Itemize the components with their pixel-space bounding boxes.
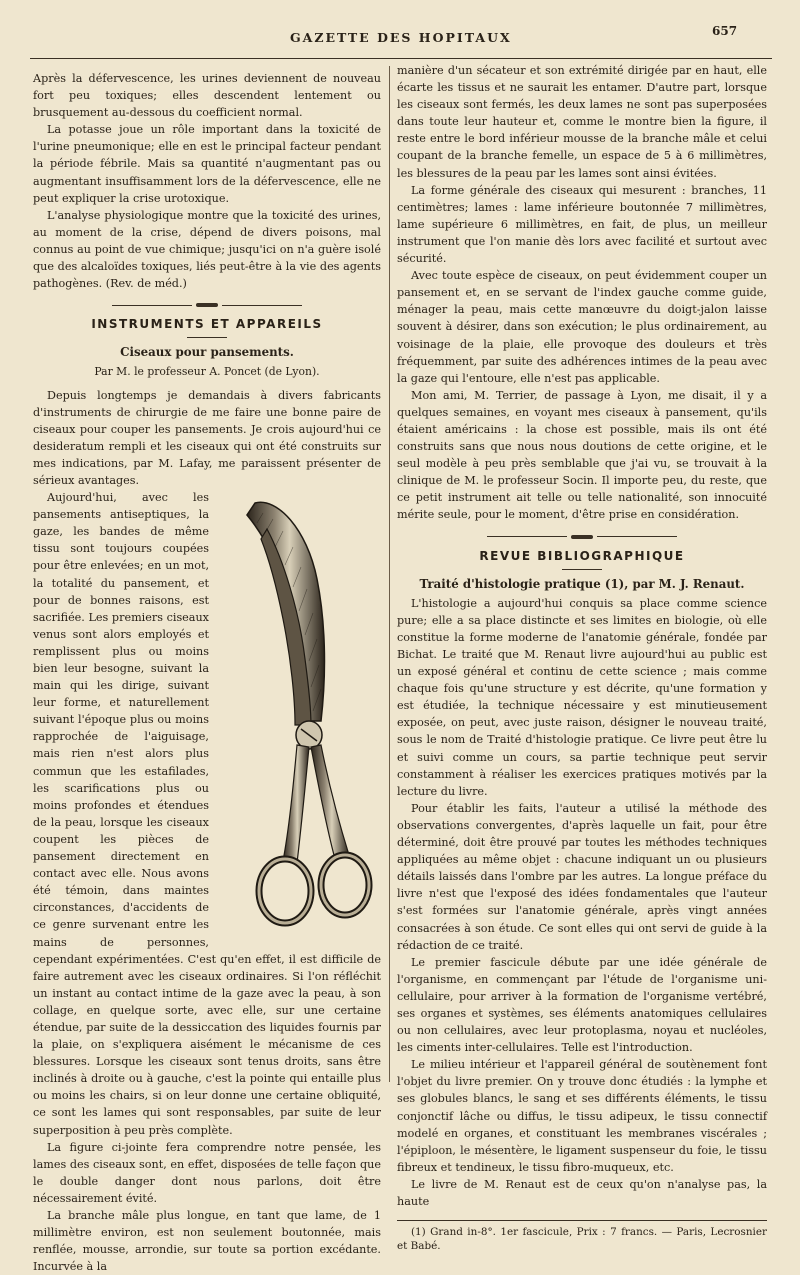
right-column <box>397 62 767 1253</box>
short-rule <box>187 337 227 338</box>
paragraph: La branche mâle plus longue, en tant que lame, de 1 millimètre environ, est non seulement boutonnée, mais renflée, mousse, arrondie, sur toute sa portion excédante. Incurvée à la <box>33 1209 381 1274</box>
column-divider <box>389 66 390 1082</box>
running-head <box>0 24 800 52</box>
section-heading: INSTRUMENTS ET APPAREILS <box>91 317 323 332</box>
article-byline: Par M. le professeur A. Poncet (de Lyon). <box>94 365 320 379</box>
paragraph: Depuis longtemps je demandais à divers fabricants d'instruments de chirurgie de me faire une bonne paire de ciseaux pour couper les pansements. Je crois aujourd'hui ce desideratum rempli et les ciseaux qui ont été construits sur mes indications, par M. Lafay, me paraissent présenter de sérieux avantages. <box>33 388 381 487</box>
footnote: (1) Grand in-8°. 1er fascicule, Prix : 7 francs. — Paris, Lecrosnier et Babé. <box>397 1226 767 1253</box>
page-number: 657 <box>712 24 738 38</box>
short-rule <box>562 569 602 570</box>
paragraph: Le milieu intérieur et l'appareil général de soutènement font l'objet du livre premier. On y trouve donc étudiés : la lymphe et ses globules blancs, le sang et ses différents éléments, le tissu conjonctif lâche ou diffus, le tissu adipeux, le tissu connectif modelé en organes, et constituant les membranes viscérales ; l'épiploon, le mésentère, le ligament suspenseur du foie, le tissu fibreux et tendineux, le tissu fibro-muqueux, etc. <box>397 1058 767 1174</box>
paragraph: manière d'un sécateur et son extrémité dirigée par en haut, elle écarte les tissus et ne saurait les entamer. D'autre part, lorsque les ciseaux sont fermés, les deux lames ne sont pas superposées dans toute leur hauteur et, comme le montre bien la figure, il reste entre le bord inférieur mousse de la branche mâle et celui coupant de la branche femelle, un espace de 5 à 6 millimètres, les blessures de la peau par les lames sont ainsi évitées. <box>397 64 767 180</box>
paragraph: Pour établir les faits, l'auteur a utilisé la méthode des observations convergentes, d'après laquelle un fait, pour être déterminé, doit être prouvé par toutes les méthodes techniques appliquées au même objet : chacune indiquant un ou plusieurs détails laissés dans l'ombre par les autres. La longue préface du livre n'est que l'exposé des idées fondamentales que l'auteur s'est formées sur l'anatomie générale, après vingt années consacrées à son étude. Ce sont elles qui ont servi de guide à la rédaction de ce traité. <box>397 801 767 952</box>
ornamental-rule <box>33 300 381 310</box>
paragraph: Après la défervescence, les urines deviennent de nouveau fort peu toxiques; elles descendent lentement ou brusquement au-dessous du coefficient normal. <box>33 72 381 120</box>
ornamental-rule <box>397 532 767 542</box>
paragraph: Mon ami, M. Terrier, de passage à Lyon, me disait, il y a quelques semaines, en voyant mes ciseaux à pansement, qu'ils étaient américains : la chose est possible, mais ils ont été construits sans que nous nous doutions de cette origine, et le seul modèle à peu près semblable que j'ai vu, se trouvait à la clinique de M. le professeur Socin. Il importe peu, du reste, que ce petit instrument ait telle ou telle nationalité, son innocuité mérite seule, pour le moment, d'être prise en considération. <box>397 388 767 522</box>
left-column <box>33 70 381 1275</box>
paragraph: Le livre de M. Renaut est de ceux qu'on n'analyse pas, la haute <box>397 1177 767 1208</box>
paragraph: L'histologie a aujourd'hui conquis sa place comme science pure; elle a sa place distincte et ses limites en biologie, où elle constitue la forme moderne de l'anatomie générale, fondée par Bichat. Le traité que M. Renaut livre aujourd'hui au public est un exposé général et continu de cette science ; mais comme chaque fois qu'une structure y est décrite, qu'une formation y est étudiée, la technique nécessaire y est minutieusement exposée, on peut, avec juste raison, désigner le nouveau traité, sous le nom de Traité d'histologie pratique. Ce livre peut être lu et suivi comme un cours, sa partie technique peut servir constamment à réaliser les exercices pratiques motivés par la lecture du livre. <box>397 596 767 798</box>
paragraph: Avec toute espèce de ciseaux, on peut évidemment couper un pansement et, en se servant de l'index gauche comme guide, ménager la peau, mais cette manœuvre du doigt-jalon laisse souvent à désirer, dans son exécution; le plus ordinairement, au voisinage de la plaie, elle provoque des douleurs et très fréquemment, par suite des adhérences intimes de la peau avec la gaze qui l'entoure, elle n'est pas applicable. <box>397 269 767 385</box>
bandage-scissors-illustration <box>217 489 381 937</box>
paragraph: La figure ci-jointe fera comprendre notre pensée, les lames des ciseaux sont, en effet, disposées de telle façon que le double danger dont nous parlons, doit être nécessairement évité. <box>33 1140 381 1205</box>
paragraph: La potasse joue un rôle important dans la toxicité de l'urine pneumonique; elle en est le principal facteur pendant la période fébrile. Mais sa quantité n'augmentant pas ou augmentant insuffisamment lors de la défervescence, elle ne peut expliquer la crise urotoxique. <box>33 123 381 205</box>
paragraph: Le premier fascicule débute par une idée générale de l'organisme, en commençant par l'étude de l'organisme uni-cellulaire, pour arriver à la formation de l'organisme vertébré, ses organes et systèmes, ses éléments anatomiques cellulaires ou non cellulaires, avec leur protoplasma, noyau et nucléoles, les ciments inter-cellulaires. Telle est l'introduction. <box>397 955 767 1055</box>
footnote-rule <box>397 1220 767 1221</box>
paragraph: Aujourd'hui, avec les pansements antiseptiques, la gaze, les bandes de même tissu sont toujours coupées pour être enlevées; en un mot, la totalité du pansement, et pour de bonnes raisons, est sacrifiée. Les premiers ciseaux venus sont alors employés et remplissent plus ou moins bien leur besogne, suivant la main qui les dirige, suivant leur forme, et naturellement suivant l'époque plus ou moins rapprochée de l'aiguisage, mais rien n'est alors plus commun que les estafilades, les scarifications plus ou moins profondes et étendues de la peau, lorsque les ciseaux coupent les pièces de pansement directement en contact avec elle. Nous avons été témoin, dans maintes circonstances, d'accidents de ce genre survenant entre les mains de personnes, cependant expérimentées. C'est qu'en effet, il est difficile de faire autrement avec les ciseaux ordinaires. Si l'on réfléchit un instant au contact intime de la gaze avec la peau, à son collage, en quelque sorte, avec elle, sur une certaine étendue, par suite de la dessiccation des liquides fournis par la plaie, on s'expliquera aisément le mécanisme de ces blessures. Lorsque les ciseaux sont tenus droits, sans être inclinés à droite ou à gauche, c'est la pointe qui entaille plus ou moins les chairs, si on leur donne une certaine obliquité, ce sont les lames qui sont responsables, par suite de leur superposition à peu près complète. <box>33 491 381 1137</box>
paragraph: L'analyse physiologique montre que la toxicité des urines, au moment de la crise, dépend de divers poisons, mal connus au point de vue chimique; jusqu'ici on n'a guère isolé que des alcaloïdes toxiques, liés peut-être à la vie des agents pathogènes. (Rev. de méd.) <box>33 208 381 291</box>
article-title: Ciseaux pour pansements. <box>120 345 294 360</box>
journal-title: GAZETTE DES HOPITAUX <box>290 30 512 45</box>
header-rule <box>30 58 772 59</box>
scissors-figure <box>217 489 381 937</box>
paragraph: La forme générale des ciseaux qui mesurent : branches, 11 centimètres; lames : lame inférieure boutonnée 7 millimètres, lame supérieure 6 millimètres, en fait, de plus, un meilleur instrument que l'on manie dès lors avec facilité et surtout avec sécurité. <box>397 183 767 266</box>
review-title: Traité d'histologie pratique (1), par M. J. Renaut. <box>419 576 745 591</box>
section-heading: REVUE BIBLIOGRAPHIQUE <box>479 548 685 563</box>
